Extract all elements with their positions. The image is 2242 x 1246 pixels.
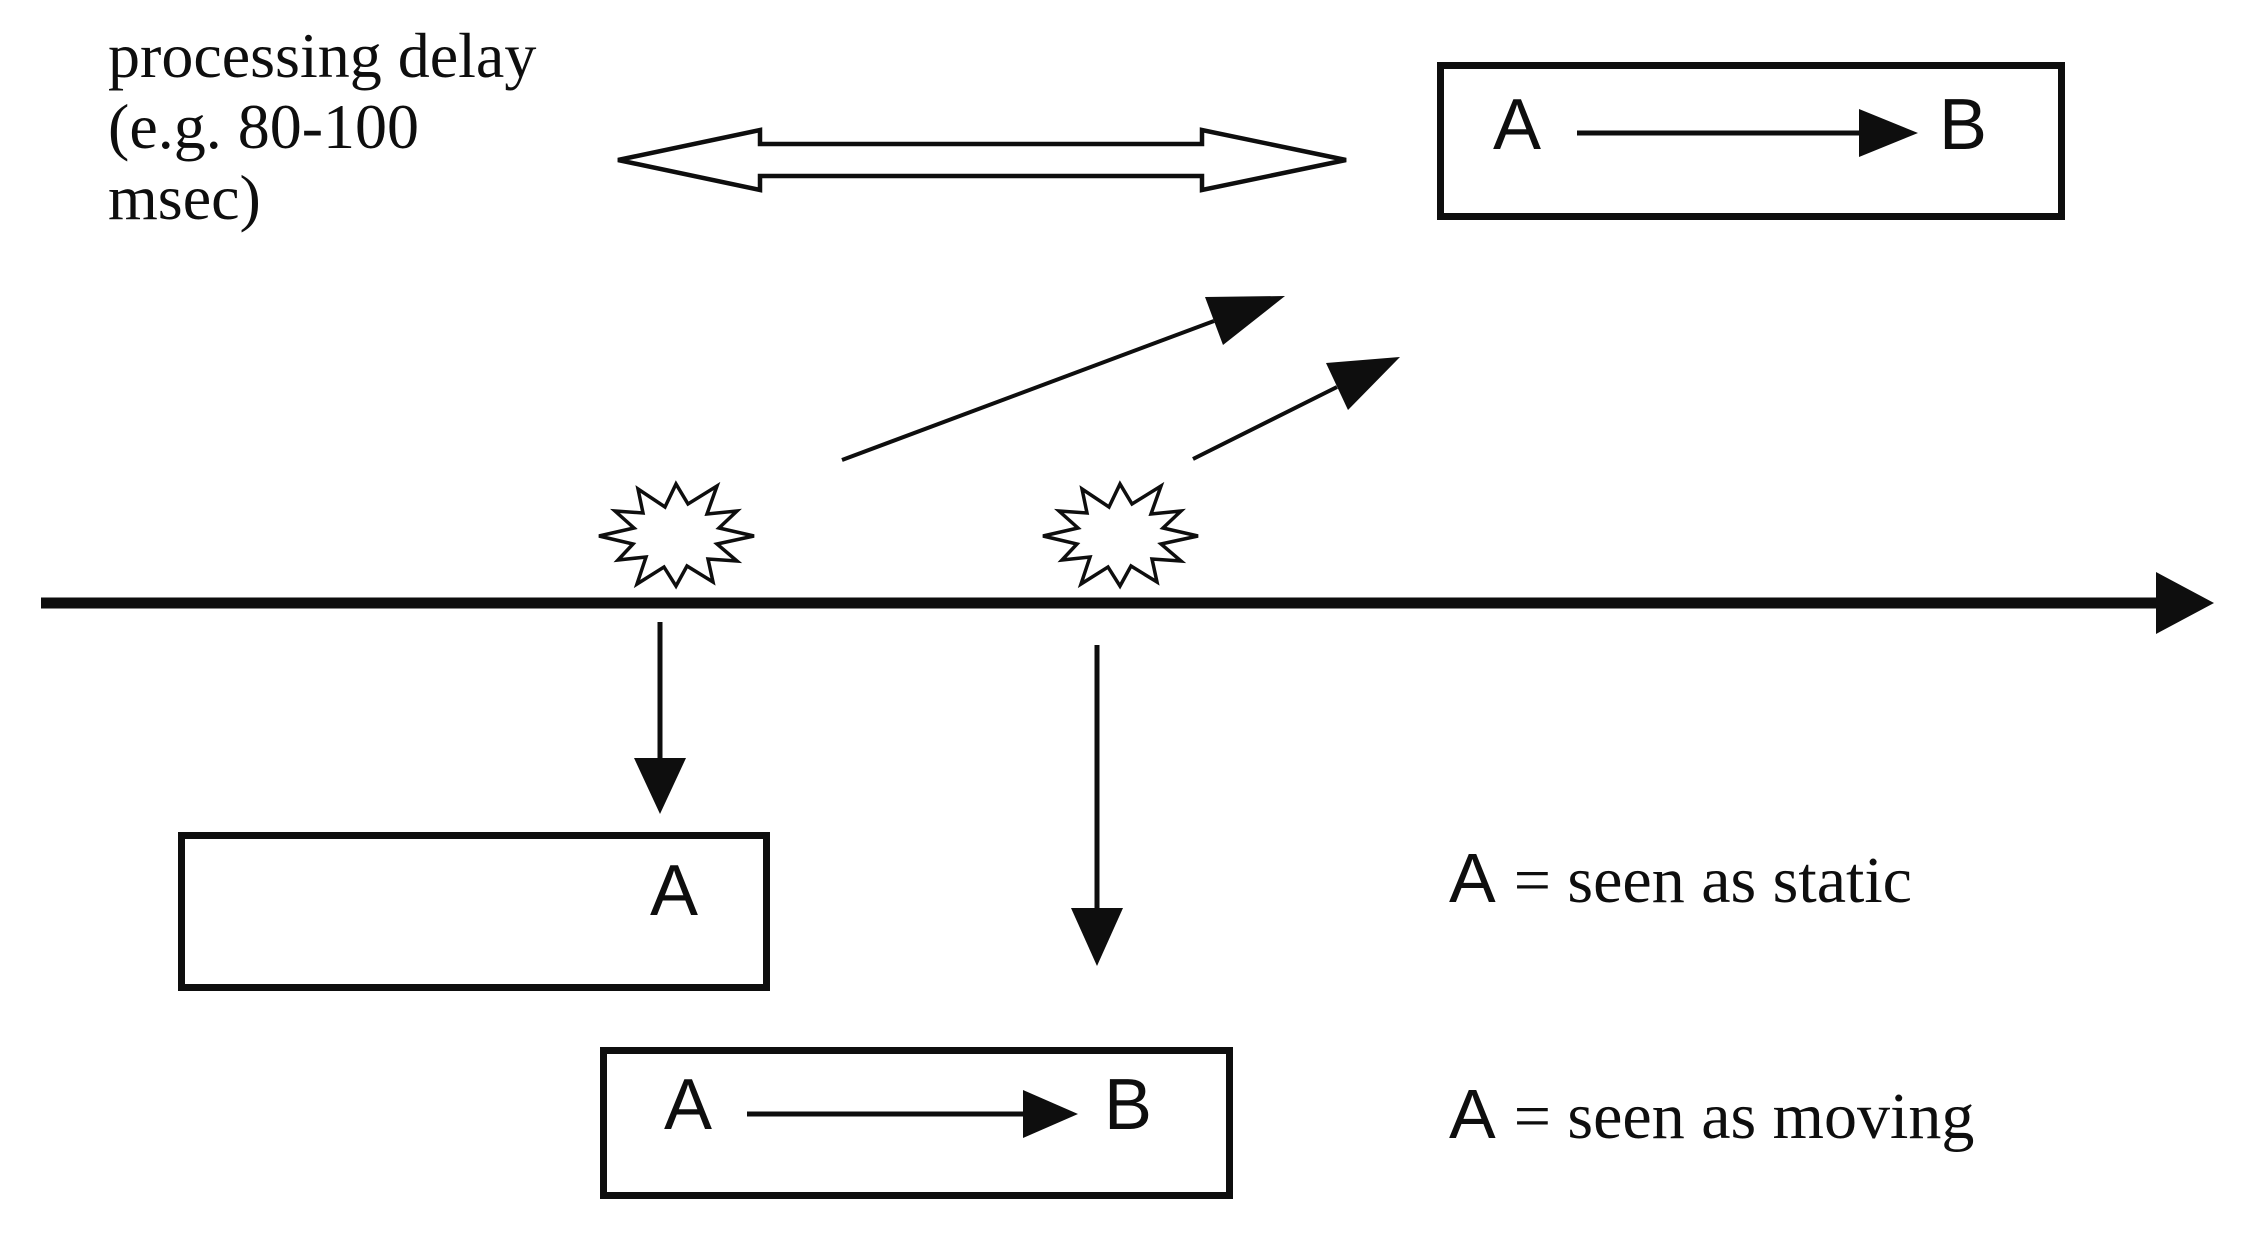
percept-box-top-label-a: A bbox=[1493, 85, 1542, 165]
flash-burst-left-icon bbox=[599, 484, 754, 586]
timeline-arrowhead-icon bbox=[2156, 572, 2214, 634]
processing-delay-line-1: processing delay bbox=[108, 20, 537, 91]
legend-static-definition: = seen as static bbox=[1513, 844, 1912, 917]
processing-delay-line-2: (e.g. 80-100 bbox=[108, 91, 420, 162]
percept-box-top-label-b: B bbox=[1939, 85, 1988, 165]
percept-box-top-arrow-icon bbox=[1567, 105, 1937, 161]
legend-static-symbol: A bbox=[1449, 839, 1496, 917]
legend-moving bbox=[1449, 1075, 1975, 1153]
percept-box-static bbox=[178, 832, 770, 991]
timeline-axis bbox=[41, 572, 2214, 634]
flash-burst-right-icon bbox=[1043, 484, 1198, 586]
percept-box-static-label-a: A bbox=[650, 851, 699, 931]
processing-delay-note bbox=[108, 20, 536, 233]
motion-arrow-short-icon bbox=[1193, 357, 1400, 459]
percept-box-moving bbox=[600, 1047, 1233, 1199]
legend-static bbox=[1449, 839, 1912, 917]
percept-box-moving-label-b: B bbox=[1104, 1065, 1153, 1145]
double-headed-arrow-icon bbox=[618, 130, 1346, 190]
percept-box-moving-label-a: A bbox=[664, 1065, 713, 1145]
motion-arrow-long-icon bbox=[842, 296, 1285, 460]
processing-delay-line-3: msec) bbox=[108, 162, 261, 233]
drop-arrow-right-icon bbox=[1071, 645, 1123, 966]
percept-box-moving-arrow-icon bbox=[735, 1086, 1095, 1142]
legend-moving-symbol: A bbox=[1449, 1075, 1496, 1153]
percept-box-top bbox=[1437, 62, 2065, 220]
legend-moving-definition: = seen as moving bbox=[1513, 1080, 1975, 1153]
drop-arrow-left-icon bbox=[634, 622, 686, 814]
